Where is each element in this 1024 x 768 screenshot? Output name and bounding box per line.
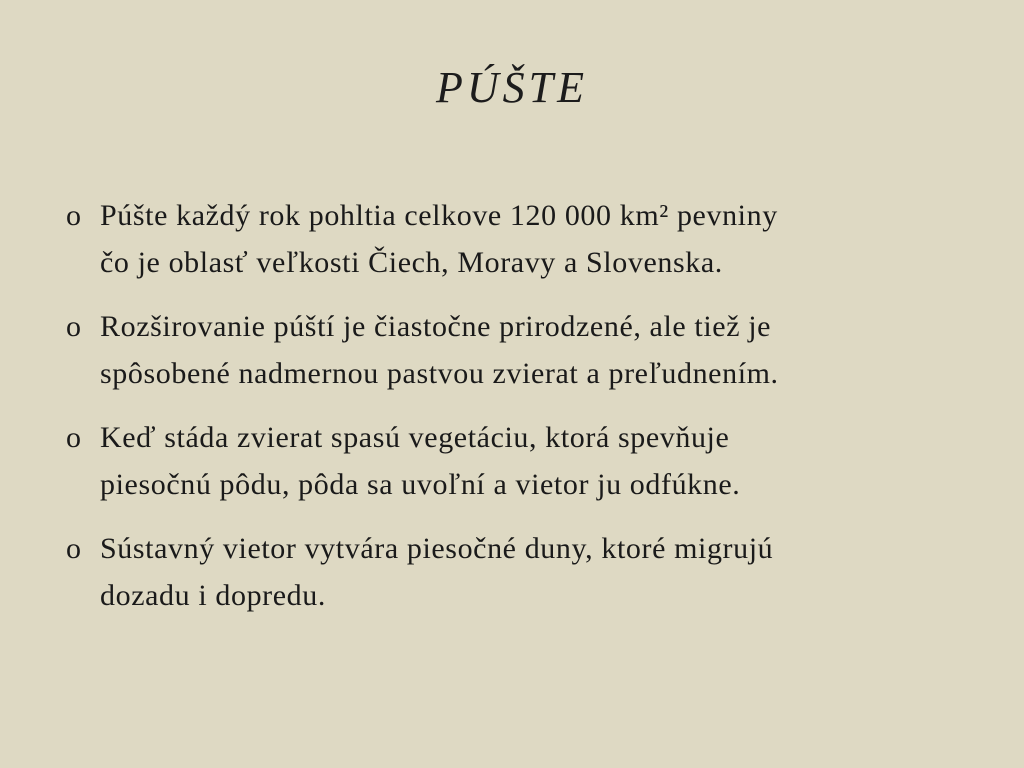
bullet-item bbox=[66, 192, 966, 286]
bullet-marker-icon: o bbox=[66, 532, 82, 565]
slide-title: PÚŠTE bbox=[436, 63, 588, 112]
bullet-text: Sústavný vietor vytvára piesočné duny, ktoré migrujú dozadu i dopredu. bbox=[100, 532, 774, 612]
bullet-item bbox=[66, 525, 966, 619]
bullet-text: Púšte každý rok pohltia celkove 120 000 km² pevniny čo je oblasť veľkosti Čiech, Moravy a Slovenska. bbox=[100, 199, 778, 279]
bullet-text: Keď stáda zvierat spasú vegetáciu, ktorá spevňuje piesočnú pôdu, pôda sa uvoľní a vietor ju odfúkne. bbox=[100, 421, 741, 501]
bullet-item bbox=[66, 303, 966, 397]
bullet-list bbox=[66, 192, 966, 636]
bullet-marker-icon: o bbox=[66, 421, 82, 454]
bullet-marker-icon: o bbox=[66, 310, 82, 343]
bullet-text: Rozširovanie púští je čiastočne prirodzené, ale tiež je spôsobené nadmernou pastvou zvierat a preľudnením. bbox=[100, 310, 779, 390]
bullet-item bbox=[66, 414, 966, 508]
bullet-marker-icon: o bbox=[66, 199, 82, 232]
